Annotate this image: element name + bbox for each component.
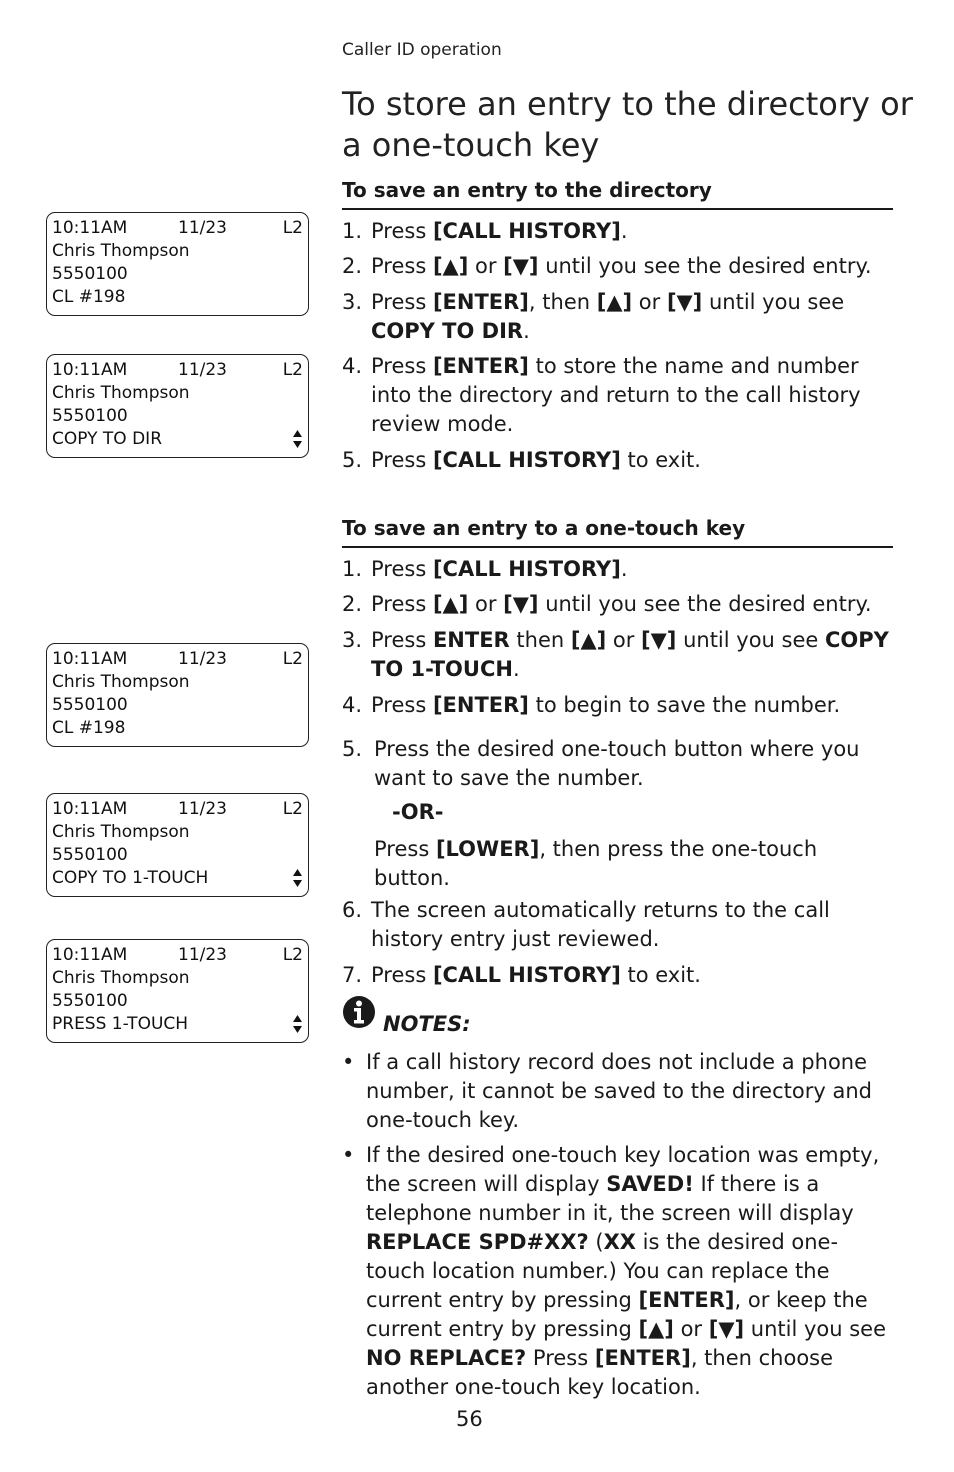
step-number: 4.	[342, 354, 363, 378]
lcd-line: L2	[282, 218, 303, 238]
screen-text: XX	[603, 1230, 636, 1254]
step-text: or	[468, 254, 504, 278]
directory-heading: To save an entry to the directory	[342, 178, 893, 210]
directory-step	[342, 288, 897, 346]
step-number: 2.	[342, 254, 363, 278]
step-text: then	[509, 628, 571, 652]
step-number: 5.	[342, 448, 363, 472]
note-text: If a call history record does not include a phone number, it cannot be saved to the directory and one-touch key.	[366, 1050, 872, 1132]
step-text: Press	[374, 837, 436, 861]
key-lower: [LOWER]	[435, 837, 540, 861]
step-text: Press the desired one-touch button where you want to save the number.	[374, 737, 860, 790]
step-text: , then press the one-touch button.	[374, 837, 818, 890]
key-call-history: [CALL HISTORY]	[432, 963, 621, 987]
directory-step	[342, 252, 897, 281]
onetouch-step	[342, 590, 897, 619]
step-text: Press	[371, 628, 433, 652]
directory-step	[342, 446, 897, 475]
key-down: [▼]	[641, 628, 677, 652]
directory-step	[342, 352, 897, 439]
notes-label: NOTES:	[383, 1012, 471, 1036]
step-text: .	[523, 319, 530, 343]
note-text: (	[588, 1230, 604, 1254]
lcd-number: 5550100	[52, 695, 128, 715]
step-text: Press	[371, 254, 433, 278]
lcd-screen	[46, 354, 309, 458]
key-up: [▲]	[432, 592, 469, 616]
lcd-status: CL #198	[52, 287, 126, 307]
step-text: .	[620, 219, 628, 243]
onetouch-step	[342, 735, 897, 793]
note-text: , then choose another one-touch key location.	[366, 1346, 834, 1399]
step-text: to exit.	[620, 963, 701, 987]
lcd-name: Chris Thompson	[52, 241, 190, 261]
note-text: If the desired one-touch key location was empty, the screen will display	[366, 1143, 880, 1196]
note-text: , or keep the current entry by pressing	[366, 1288, 868, 1341]
step-text: Press	[371, 963, 433, 987]
info-icon	[342, 995, 376, 1029]
key-call-history: [CALL HISTORY]	[432, 448, 621, 472]
key-enter: [ENTER]	[594, 1346, 691, 1370]
step-number: 7.	[342, 963, 363, 987]
step-text: until you see	[702, 290, 845, 314]
page-number: 56	[456, 1407, 483, 1431]
step-text: Press	[371, 693, 433, 717]
screen-text: NO REPLACE?	[366, 1346, 527, 1370]
step-text: to store the name and number into the directory and return to the call history review mode.	[371, 354, 861, 436]
key-enter: [ENTER]	[638, 1288, 735, 1312]
bullet: •	[342, 1050, 355, 1074]
bullet: •	[342, 1143, 355, 1167]
onetouch-step	[342, 691, 897, 720]
onetouch-step	[342, 555, 897, 584]
step-text: Press	[371, 354, 433, 378]
key-enter: [ENTER]	[432, 693, 529, 717]
key-down: [▼]	[503, 254, 539, 278]
lcd-name: Chris Thompson	[52, 822, 190, 842]
step-text: Press	[371, 557, 433, 581]
lcd-date: 11/23	[178, 799, 227, 819]
key-up: [▲]	[638, 1317, 674, 1341]
lcd-status: COPY TO 1-TOUCH	[52, 868, 209, 888]
step-text: Press	[371, 592, 433, 616]
step-text: or	[632, 290, 667, 314]
or-label: -OR-	[392, 800, 444, 824]
directory-step	[342, 217, 897, 246]
lcd-name: Chris Thompson	[52, 383, 190, 403]
lcd-line: L2	[282, 945, 303, 965]
onetouch-step	[342, 896, 897, 954]
lcd-date: 11/23	[178, 945, 227, 965]
lcd-screen	[46, 212, 309, 316]
onetouch-step	[342, 961, 897, 990]
step-text: until you see the desired entry.	[538, 592, 872, 616]
note-text: Press	[526, 1346, 595, 1370]
key-enter: [ENTER]	[432, 290, 529, 314]
step-number: 5.	[342, 737, 363, 761]
lcd-number: 5550100	[52, 406, 128, 426]
step-text: Press	[371, 219, 433, 243]
step-number: 4.	[342, 693, 363, 717]
lcd-number: 5550100	[52, 845, 128, 865]
step-text: or	[606, 628, 642, 652]
step-number: 3.	[342, 290, 363, 314]
lcd-screen	[46, 793, 309, 897]
lcd-line: L2	[282, 799, 303, 819]
lcd-line: L2	[282, 360, 303, 380]
lcd-number: 5550100	[52, 991, 128, 1011]
key-down: [▼]	[503, 592, 539, 616]
step-number: 2.	[342, 592, 363, 616]
screen-text: COPY TO 1-TOUCH	[371, 628, 889, 681]
key-enter: ENTER	[432, 628, 510, 652]
step-text: .	[512, 657, 520, 681]
lcd-screen	[46, 939, 309, 1043]
screen-text: COPY TO DIR	[371, 319, 524, 343]
key-up: [▲]	[432, 254, 469, 278]
step-text: , then	[528, 290, 597, 314]
scroll-arrows-icon	[292, 1014, 303, 1034]
step-text: to exit.	[620, 448, 701, 472]
lcd-date: 11/23	[178, 649, 227, 669]
lcd-status: PRESS 1-TOUCH	[52, 1014, 189, 1034]
section-label: Caller ID operation	[342, 40, 502, 60]
lcd-date: 11/23	[178, 360, 227, 380]
note-item	[342, 1141, 897, 1402]
lcd-date: 11/23	[178, 218, 227, 238]
screen-text: REPLACE SPD#XX?	[366, 1230, 589, 1254]
lcd-status: CL #198	[52, 718, 126, 738]
lcd-status: COPY TO DIR	[52, 429, 163, 449]
note-text: or	[673, 1317, 709, 1341]
lcd-name: Chris Thompson	[52, 672, 190, 692]
step-text: Press	[371, 290, 433, 314]
alt-instruction	[374, 835, 884, 893]
key-down: [▼]	[666, 290, 703, 314]
key-call-history: [CALL HISTORY]	[432, 557, 621, 581]
step-number: 6.	[342, 898, 363, 922]
step-text: to begin to save the number.	[528, 693, 841, 717]
step-text: .	[620, 557, 628, 581]
key-call-history: [CALL HISTORY]	[432, 219, 621, 243]
key-down: [▼]	[708, 1317, 745, 1341]
lcd-time: 10:11AM	[52, 649, 128, 669]
page-title: To store an entry to the directory or a one-touch key	[342, 85, 913, 164]
step-number: 1.	[342, 219, 363, 243]
lcd-time: 10:11AM	[52, 799, 128, 819]
lcd-time: 10:11AM	[52, 360, 128, 380]
step-text: until you see	[676, 628, 825, 652]
step-text: until you see the desired entry.	[538, 254, 872, 278]
onetouch-heading: To save an entry to a one-touch key	[342, 516, 893, 548]
step-number: 1.	[342, 557, 363, 581]
key-enter: [ENTER]	[432, 354, 529, 378]
key-up: [▲]	[570, 628, 607, 652]
step-text: The screen automatically returns to the call history entry just reviewed.	[371, 898, 830, 951]
lcd-time: 10:11AM	[52, 218, 128, 238]
step-text: Press	[371, 448, 433, 472]
lcd-screen	[46, 643, 309, 747]
lcd-name: Chris Thompson	[52, 968, 190, 988]
lcd-time: 10:11AM	[52, 945, 128, 965]
step-number: 3.	[342, 628, 363, 652]
scroll-arrows-icon	[292, 429, 303, 449]
screen-text: SAVED!	[606, 1172, 694, 1196]
key-up: [▲]	[596, 290, 633, 314]
scroll-arrows-icon	[292, 868, 303, 888]
note-text: If there is a telephone number in it, the screen will display	[366, 1172, 854, 1225]
note-text: until you see	[744, 1317, 887, 1341]
step-text: or	[468, 592, 504, 616]
onetouch-step	[342, 626, 897, 684]
lcd-line: L2	[282, 649, 303, 669]
note-item	[342, 1048, 897, 1135]
note-text: is the desired one-touch location number.) You can replace the current entry by pressing	[366, 1230, 839, 1312]
lcd-number: 5550100	[52, 264, 128, 284]
